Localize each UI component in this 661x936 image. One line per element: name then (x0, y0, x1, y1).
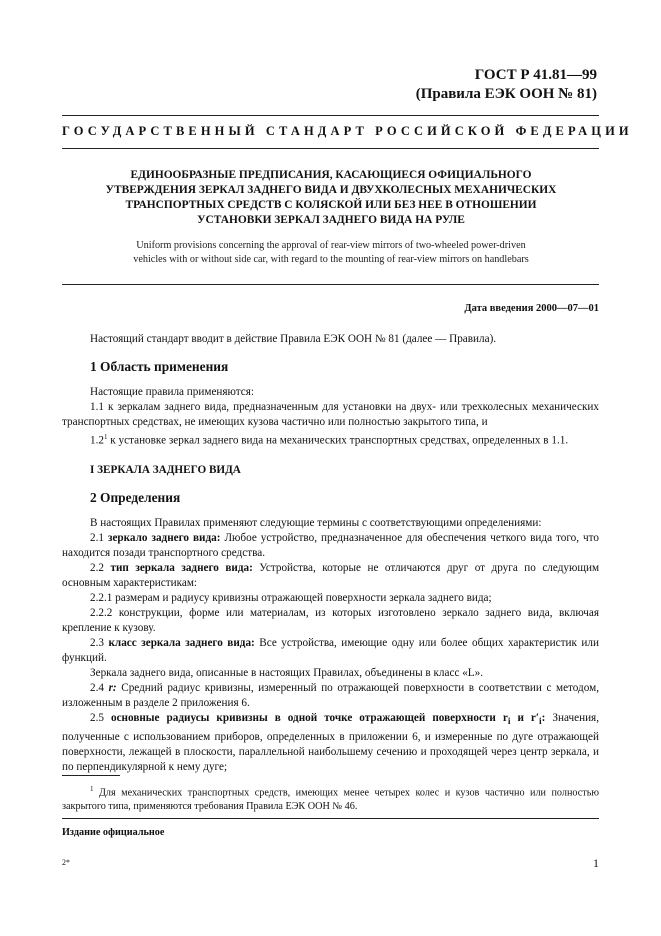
title-line: Uniform provisions concerning the approval of rear-view mirrors of two-wheeled power-driven (136, 240, 526, 251)
intro-paragraph: Настоящий стандарт вводит в действие Правила ЕЭК ООН № 81 (далее — Правила). (90, 333, 497, 345)
definition-text: Средний радиус кривизны, измеренный по отражающей поверхности в соответствии с методом, изложенным в разделе 2 приложения 6. (62, 681, 599, 709)
title-line: ТРАНСПОРТНЫХ СРЕДСТВ С КОЛЯСКОЙ ИЛИ БЕЗ НЕЕ В ОТНОШЕНИИ (125, 199, 537, 211)
term-part: : (541, 711, 546, 724)
term: тип зеркала заднего вида: (110, 561, 253, 574)
effective-date: Дата введения 2000—07—01 (464, 303, 599, 314)
edition-label: Издание официальное (62, 827, 165, 838)
definition (62, 681, 599, 711)
term: r: (108, 681, 117, 694)
edition-rule (62, 818, 599, 819)
footnote (62, 782, 599, 814)
clause-text: к установке зеркал заднего вида на механических транспортных средствах, определенных в 1.1. (107, 434, 569, 447)
unece-rule-number: (Правила ЕЭК ООН № 81) (415, 86, 597, 102)
clause-number: 2.4 (90, 681, 109, 694)
paragraph: Зеркала заднего вида, описанные в настоящих Правилах, объединены в класс «L». (90, 666, 484, 679)
title-russian (72, 168, 590, 228)
definition (62, 636, 599, 666)
standard-code (416, 66, 597, 104)
term-part: основные радиусы кривизны в одной точке отражающей поверхности r (111, 711, 508, 724)
title-rule (62, 284, 599, 285)
paragraph: 1.1 к зеркалам заднего вида, предназначенным для установки на двух- или трехколесных механических транспортных средствах, не имеющих кузова частично или полностью закрытого типа, и (62, 401, 599, 428)
term (111, 711, 546, 727)
paragraph: 2.2.1 размерам и радиусу кривизны отражающей поверхности зеркала заднего вида; (90, 591, 492, 604)
part-heading: I ЗЕРКАЛА ЗАДНЕГО ВИДА (90, 463, 241, 476)
term-part: и r′ (510, 711, 540, 724)
title-line: УСТАНОВКИ ЗЕРКАЛ ЗАДНЕГО ВИДА НА РУЛЕ (197, 214, 465, 226)
subscript: i (539, 716, 542, 727)
paragraph: В настоящих Правилах применяют следующие термины с соответствующими определениями: (90, 516, 542, 529)
clause-number: 2.3 (90, 636, 109, 649)
top-rule (62, 115, 599, 116)
section-heading-definitions: 2 Определения (90, 489, 181, 505)
footnote-rule (62, 775, 120, 776)
paragraph: 2.2.2 конструкции, форме или материалам, из которых изготовлено зеркало заднего вида, включая крепление к кузову. (62, 606, 599, 634)
subscript: i (507, 716, 511, 727)
definition (62, 561, 599, 591)
section-heading-scope: 1 Область применения (90, 359, 229, 374)
title-line: УТВЕРЖДЕНИЯ ЗЕРКАЛ ЗАДНЕГО ВИДА И ДВУХКОЛЕСНЫХ МЕХАНИЧЕСКИХ (105, 184, 557, 196)
definition (62, 531, 599, 561)
standard-number: ГОСТ Р 41.81—99 (474, 67, 597, 83)
printer-signature: 2* (62, 858, 70, 867)
clause-number: 2.2 (90, 561, 111, 574)
definition-text: Устройства, которые не отличаются друг от друга по следующим основным характеристикам: (62, 561, 600, 589)
document-body (62, 332, 599, 775)
title-line: ЕДИНООБРАЗНЫЕ ПРЕДПИСАНИЯ, КАСАЮЩИЕСЯ ОФИЦИАЛЬНОГО (130, 169, 532, 181)
term: класс зеркала заднего вида: (108, 636, 255, 649)
title-line: vehicles with or without side car, with regard to the mounting of rear-view mirrors on handlebars (133, 254, 529, 265)
definition-text: Значения, полученные с использованием приборов, определенных в приложении 6, и измеренные по дуге отражающей поверхности, лежащей в плоскости, параллельной наибольшему сечению и проходящей через центр зеркала, и по перпендикулярной к нему дуге; (62, 711, 599, 773)
paragraph (62, 430, 599, 449)
clause-number: 1.2 (90, 434, 104, 447)
clause-number: 2.1 (90, 531, 108, 544)
footnote-mark: 1 (90, 785, 94, 793)
definition-text: Все устройства, имеющие одну или более общих характеристик или функций. (62, 636, 599, 664)
page-number: 1 (593, 856, 599, 870)
footnote-body: Для механических транспортных средств, имеющих менее четырех колес и кузов частично или полностью закрытого типа, применяются требования Правила ЕЭК ООН № 46. (62, 787, 599, 813)
footnote-ref: 1 (103, 433, 108, 441)
footnote-text (62, 782, 599, 814)
term: зеркало заднего вида: (107, 531, 221, 544)
banner-rule (62, 148, 599, 149)
definition-text: Любое устройство, предназначенное для обеспечения четкого вида того, что находится позади транспортного средства. (62, 531, 600, 559)
paragraph: Настоящие правила применяются: (90, 386, 255, 398)
definition (62, 711, 599, 775)
clause-number: 2.5 (90, 711, 111, 724)
title-english (72, 239, 590, 267)
standard-banner: ГОСУДАРСТВЕННЫЙ СТАНДАРТ РОССИЙСКОЙ ФЕДЕРАЦИИ (62, 124, 633, 138)
